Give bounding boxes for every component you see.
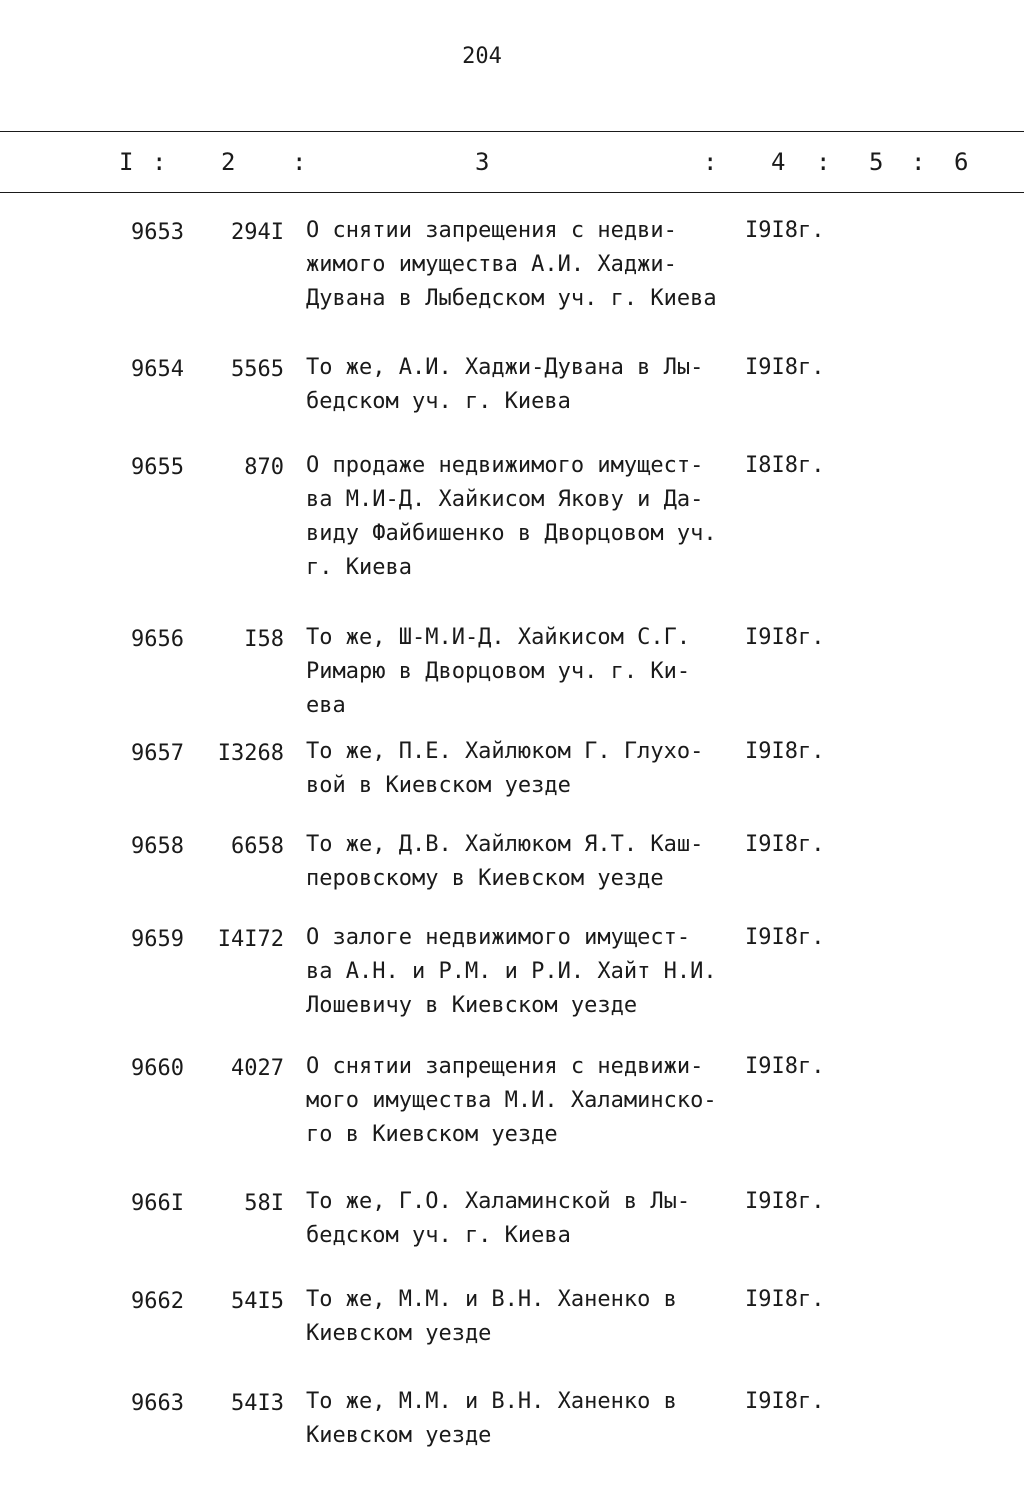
inventory-list [0,214,1024,1465]
item-description: О залоге недвижимого имущест- ва А.Н. и Р.М. и Р.И. Хайт Н.И. Лошевичу в Киевском уезде [306,925,717,1018]
item-reference: 5565 [231,357,284,382]
column-separator: : [703,148,718,176]
column-separator: : [152,148,167,176]
table-row [0,449,1024,621]
item-number: 9662 [131,1289,184,1314]
item-number: 9656 [131,627,184,652]
item-description: То же, М.М. и В.Н. Ханенко в Киевском уезде [306,1287,677,1346]
item-year: I9I8г. [745,832,825,857]
table-row [0,921,1024,1050]
column-header-6: 6 [954,148,969,176]
item-reference: 54I3 [231,1391,284,1416]
column-header-4: 4 [771,148,786,176]
item-reference: 870 [244,455,284,480]
item-year: I9I8г. [745,218,825,243]
table-row [0,621,1024,735]
item-number: 9653 [131,220,184,245]
item-reference: 294I [231,220,284,245]
column-separator: : [816,148,831,176]
item-number: 9654 [131,357,184,382]
item-reference: 6658 [231,834,284,859]
header-top-rule [0,131,1024,132]
item-description: То же, Ш-М.И-Д. Хайкисом С.Г. Римарю в Дворцовом уч. г. Ки- ева [306,625,691,718]
item-reference: I4I72 [217,927,284,952]
item-year: I9I8г. [745,739,825,764]
header-bottom-rule [0,192,1024,193]
column-header-1: I [119,148,134,176]
item-year: I9I8г. [745,1287,825,1312]
column-header-3: 3 [475,148,490,176]
item-year: I9I8г. [745,1054,825,1079]
item-year: I9I8г. [745,355,825,380]
item-number: 966I [131,1191,184,1216]
item-number: 9660 [131,1056,184,1081]
item-year: I9I8г. [745,1389,825,1414]
item-number: 9657 [131,741,184,766]
item-year: I8I8г. [745,453,825,478]
item-year: I9I8г. [745,1189,825,1214]
table-row [0,214,1024,351]
table-row [0,1050,1024,1185]
item-reference: I3268 [217,741,284,766]
item-number: 9655 [131,455,184,480]
item-description: То же, А.И. Хаджи-Дувана в Лы- бедском уч. г. Киева [306,355,704,414]
table-row [0,351,1024,449]
item-description: О продаже недвижимого имущест- ва М.И-Д. Хайкисом Якову и Да- виду Файбишенко в Дворцовом уч. г. Киева [306,453,717,580]
item-year: I9I8г. [745,625,825,650]
table-row [0,1283,1024,1385]
table-row [0,828,1024,921]
item-reference: 4027 [231,1056,284,1081]
item-year: I9I8г. [745,925,825,950]
item-description: То же, М.М. и В.Н. Ханенко в Киевском уезде [306,1389,677,1448]
page-number: 204 [462,44,502,69]
column-header-5: 5 [869,148,884,176]
table-row [0,1385,1024,1465]
item-number: 9658 [131,834,184,859]
column-separator: : [292,148,307,176]
table-row [0,735,1024,828]
column-separator: : [911,148,926,176]
item-description: То же, П.Е. Хайлюком Г. Глухо- вой в Киевском уезде [306,739,704,798]
item-description: О снятии запрещения с недви- жимого имущества А.И. Хаджи- Дувана в Лыбедском уч. г. Киева [306,218,717,311]
item-number: 9663 [131,1391,184,1416]
column-header-2: 2 [221,148,236,176]
item-reference: 54I5 [231,1289,284,1314]
table-row [0,1185,1024,1283]
item-reference: 58I [244,1191,284,1216]
item-number: 9659 [131,927,184,952]
item-description: То же, Г.О. Халаминской в Лы- бедском уч. г. Киева [306,1189,691,1248]
item-description: О снятии запрещения с недвижи- мого имущества М.И. Халаминско- го в Киевском уезде [306,1054,717,1147]
item-reference: I58 [244,627,284,652]
item-description: То же, Д.В. Хайлюком Я.Т. Каш- перовскому в Киевском уезде [306,832,704,891]
